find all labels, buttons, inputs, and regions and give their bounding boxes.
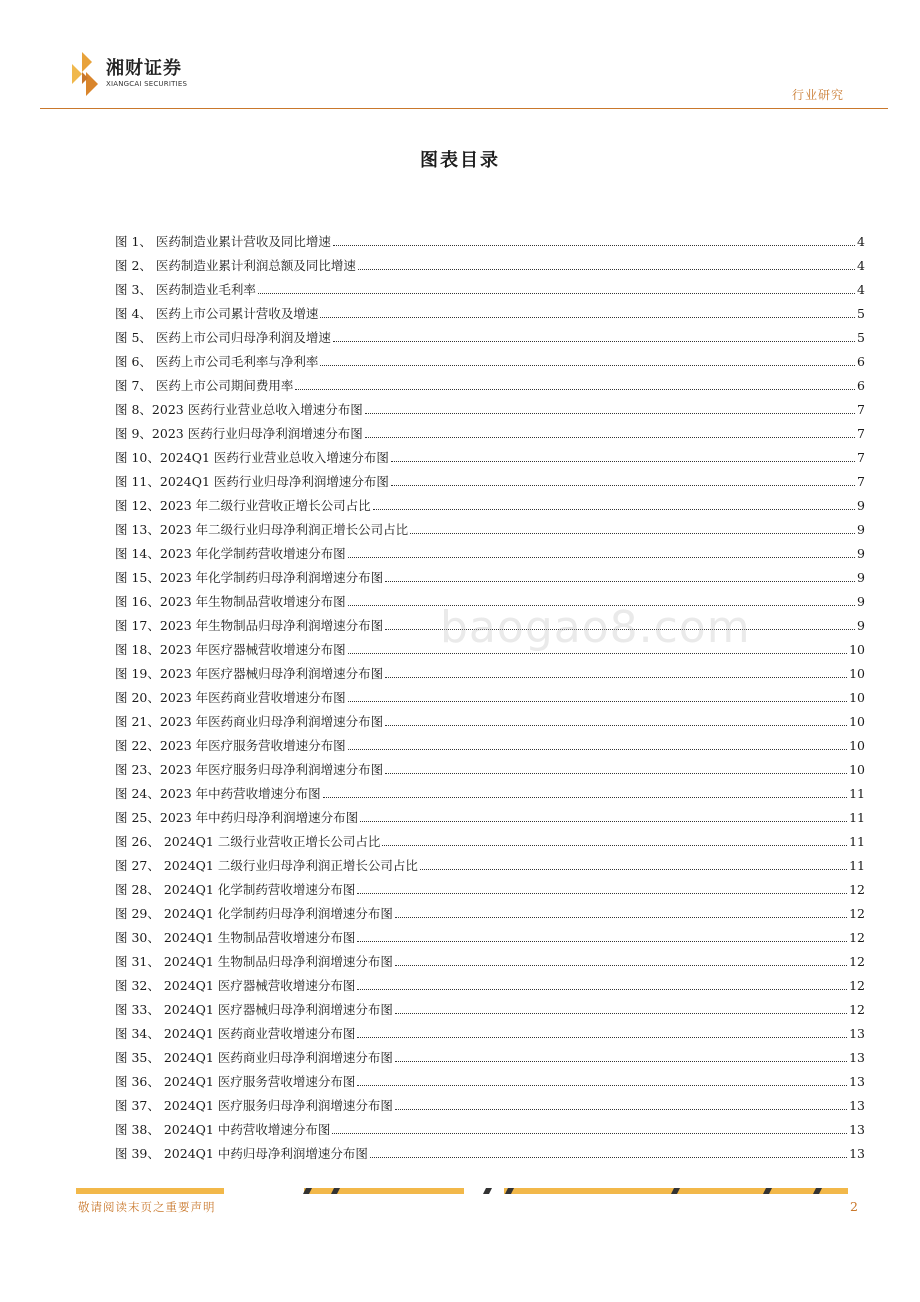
section-label: 行业研究: [791, 88, 844, 102]
toc-entry[interactable]: [115, 832, 865, 856]
header-divider: [40, 108, 888, 109]
toc-entry-label: 图 6、 医药上市公司毛利率与净利率: [115, 354, 319, 369]
toc-leader-dots: [365, 400, 855, 414]
toc-entry-page: 10: [849, 762, 865, 777]
watermark: baogao8.com: [440, 602, 751, 653]
page-title: 图表目录: [420, 150, 500, 171]
toc-leader-dots: [357, 1072, 847, 1086]
toc-entry-label: 图 31、 2024Q1 生物制品归母净利润增速分布图: [115, 954, 393, 969]
toc-entry-label: 图 32、 2024Q1 医疗器械营收增速分布图: [115, 978, 356, 993]
toc-entry[interactable]: [115, 1096, 865, 1120]
footer-disclaimer: 敬请阅读末页之重要声明: [78, 1200, 216, 1214]
toc-entry-page: 12: [849, 882, 865, 897]
toc-entry[interactable]: [115, 904, 865, 928]
company-name-en: XIANGCAI SECURITIES: [106, 80, 188, 88]
toc-entry[interactable]: [115, 304, 865, 328]
toc-entry-label: 图 21、2023 年医药商业归母净利润增速分布图: [115, 714, 384, 729]
toc-entry-page: 6: [857, 354, 865, 369]
toc-entry-page: 12: [849, 954, 865, 969]
toc-entry-label: 图 33、 2024Q1 医疗器械归母净利润增速分布图: [115, 1002, 393, 1017]
toc-entry[interactable]: [115, 1144, 865, 1168]
toc-leader-dots: [333, 328, 855, 342]
toc-leader-dots: [333, 232, 855, 246]
toc-entry-label: 图 36、 2024Q1 医疗服务营收增速分布图: [115, 1074, 356, 1089]
toc-entry[interactable]: [115, 520, 865, 544]
toc-entry[interactable]: [115, 688, 865, 712]
toc-leader-dots: [348, 736, 847, 750]
toc-leader-dots: [365, 424, 855, 438]
toc-leader-dots: [357, 880, 847, 894]
toc-entry-page: 12: [849, 930, 865, 945]
toc-entry-page: 12: [849, 1002, 865, 1017]
toc-entry[interactable]: [115, 736, 865, 760]
toc-entry[interactable]: [115, 760, 865, 784]
toc-entry-page: 9: [857, 618, 865, 633]
toc-entry[interactable]: [115, 472, 865, 496]
toc-leader-dots: [348, 688, 847, 702]
toc-entry-label: 图 19、2023 年医疗器械归母净利润增速分布图: [115, 666, 384, 681]
toc-entry-label: 图 25、2023 年中药归母净利润增速分布图: [115, 810, 359, 825]
toc-entry-label: 图 28、 2024Q1 化学制药营收增速分布图: [115, 882, 356, 897]
toc-entry-label: 图 12、2023 年二级行业营收正增长公司占比: [115, 498, 371, 513]
toc-leader-dots: [320, 304, 855, 318]
toc-leader-dots: [395, 904, 847, 918]
toc-leader-dots: [391, 448, 855, 462]
toc-entry-page: 10: [849, 666, 865, 681]
toc-leader-dots: [410, 520, 855, 534]
toc-entry-label: 图 3、 医药制造业毛利率: [115, 282, 256, 297]
figure-list: [115, 232, 865, 1168]
toc-leader-dots: [373, 496, 855, 510]
toc-entry-page: 10: [849, 738, 865, 753]
toc-entry-label: 图 1、 医药制造业累计营收及同比增速: [115, 234, 331, 249]
toc-entry-label: 图 4、 医药上市公司累计营收及增速: [115, 306, 319, 321]
toc-entry-label: 图 15、2023 年化学制药归母净利润增速分布图: [115, 570, 384, 585]
toc-entry-label: 图 24、2023 年中药营收增速分布图: [115, 786, 321, 801]
toc-entry-page: 13: [849, 1074, 865, 1089]
toc-entry[interactable]: [115, 1120, 865, 1144]
toc-leader-dots: [357, 928, 847, 942]
toc-entry-page: 9: [857, 570, 865, 585]
toc-entry-page: 6: [857, 378, 865, 393]
toc-entry-page: 13: [849, 1146, 865, 1161]
toc-entry-label: 图 14、2023 年化学制药营收增速分布图: [115, 546, 346, 561]
toc-leader-dots: [385, 664, 847, 678]
toc-entry-label: 图 23、2023 年医疗服务归母净利润增速分布图: [115, 762, 384, 777]
toc-entry[interactable]: [115, 256, 865, 280]
toc-entry-label: 图 18、2023 年医疗器械营收增速分布图: [115, 642, 346, 657]
toc-entry-page: 11: [849, 858, 865, 873]
toc-leader-dots: [370, 1144, 847, 1158]
toc-entry-label: 图 27、 2024Q1 二级行业归母净利润正增长公司占比: [115, 858, 418, 873]
toc-entry[interactable]: [115, 448, 865, 472]
toc-entry-label: 图 20、2023 年医药商业营收增速分布图: [115, 690, 346, 705]
toc-entry[interactable]: [115, 400, 865, 424]
toc-entry-label: 图 7、 医药上市公司期间费用率: [115, 378, 294, 393]
toc-entry[interactable]: [115, 808, 865, 832]
toc-entry-page: 11: [849, 834, 865, 849]
footer-divider: [76, 1188, 848, 1194]
toc-entry[interactable]: [115, 784, 865, 808]
toc-leader-dots: [385, 712, 847, 726]
toc-entry-label: 图 39、 2024Q1 中药归母净利润增速分布图: [115, 1146, 368, 1161]
toc-leader-dots: [395, 1048, 847, 1062]
toc-leader-dots: [320, 352, 855, 366]
toc-leader-dots: [395, 1096, 847, 1110]
toc-entry-page: 9: [857, 522, 865, 537]
toc-entry-page: 13: [849, 1122, 865, 1137]
toc-entry-page: 4: [857, 234, 865, 249]
toc-leader-dots: [258, 280, 855, 294]
toc-entry-page: 5: [857, 330, 865, 345]
toc-entry[interactable]: [115, 952, 865, 976]
toc-entry[interactable]: [115, 376, 865, 400]
toc-entry-label: 图 37、 2024Q1 医疗服务归母净利润增速分布图: [115, 1098, 393, 1113]
toc-entry[interactable]: [115, 976, 865, 1000]
toc-entry[interactable]: [115, 352, 865, 376]
toc-entry-page: 9: [857, 594, 865, 609]
toc-entry-page: 9: [857, 546, 865, 561]
page-number: 2: [850, 1199, 858, 1214]
toc-entry-label: 图 22、2023 年医疗服务营收增速分布图: [115, 738, 346, 753]
toc-entry-label: 图 5、 医药上市公司归母净利润及增速: [115, 330, 331, 345]
toc-entry-page: 9: [857, 498, 865, 513]
toc-leader-dots: [348, 544, 855, 558]
toc-entry-page: 7: [857, 402, 865, 417]
toc-entry-label: 图 13、2023 年二级行业归母净利润正增长公司占比: [115, 522, 409, 537]
toc-entry[interactable]: [115, 1024, 865, 1048]
toc-entry[interactable]: [115, 568, 865, 592]
toc-entry-page: 10: [849, 714, 865, 729]
toc-entry-page: 7: [857, 450, 865, 465]
toc-entry-page: 11: [849, 810, 865, 825]
toc-entry[interactable]: [115, 424, 865, 448]
toc-entry-label: 图 9、2023 医药行业归母净利润增速分布图: [115, 426, 363, 441]
toc-entry[interactable]: [115, 280, 865, 304]
toc-entry[interactable]: [115, 1000, 865, 1024]
toc-leader-dots: [332, 1120, 847, 1134]
toc-entry[interactable]: [115, 664, 865, 688]
toc-entry[interactable]: [115, 856, 865, 880]
toc-entry-label: 图 10、2024Q1 医药行业营业总收入增速分布图: [115, 450, 389, 465]
toc-leader-dots: [360, 808, 847, 822]
toc-entry[interactable]: [115, 928, 865, 952]
toc-entry-label: 图 17、2023 年生物制品归母净利润增速分布图: [115, 618, 384, 633]
toc-entry-page: 11: [849, 786, 865, 801]
toc-entry-page: 13: [849, 1026, 865, 1041]
toc-entry[interactable]: [115, 328, 865, 352]
toc-entry-page: 7: [857, 426, 865, 441]
xiangcai-logo-icon: [68, 50, 100, 98]
toc-leader-dots: [357, 1024, 847, 1038]
toc-leader-dots: [391, 472, 855, 486]
toc-leader-dots: [357, 976, 847, 990]
toc-entry-page: 12: [849, 906, 865, 921]
toc-entry[interactable]: [115, 1072, 865, 1096]
toc-leader-dots: [382, 832, 847, 846]
toc-leader-dots: [395, 952, 847, 966]
toc-entry-label: 图 30、 2024Q1 生物制品营收增速分布图: [115, 930, 356, 945]
toc-entry-page: 13: [849, 1050, 865, 1065]
toc-leader-dots: [385, 568, 855, 582]
company-logo: [68, 50, 208, 100]
toc-entry-label: 图 29、 2024Q1 化学制药归母净利润增速分布图: [115, 906, 393, 921]
toc-entry-label: 图 8、2023 医药行业营业总收入增速分布图: [115, 402, 363, 417]
toc-entry-page: 7: [857, 474, 865, 489]
toc-leader-dots: [420, 856, 847, 870]
company-name: 湘财证券: [106, 58, 182, 79]
toc-entry-page: 10: [849, 642, 865, 657]
toc-entry-label: 图 26、 2024Q1 二级行业营收正增长公司占比: [115, 834, 381, 849]
toc-leader-dots: [323, 784, 847, 798]
toc-entry[interactable]: [115, 496, 865, 520]
toc-entry-label: 图 35、 2024Q1 医药商业归母净利润增速分布图: [115, 1050, 393, 1065]
toc-entry[interactable]: [115, 544, 865, 568]
toc-leader-dots: [358, 256, 855, 270]
toc-entry-label: 图 11、2024Q1 医药行业归母净利润增速分布图: [115, 474, 389, 489]
toc-leader-dots: [385, 760, 847, 774]
toc-entry-label: 图 16、2023 年生物制品营收增速分布图: [115, 594, 346, 609]
toc-entry-page: 4: [857, 282, 865, 297]
toc-entry-page: 5: [857, 306, 865, 321]
toc-leader-dots: [295, 376, 855, 390]
toc-entry-label: 图 38、 2024Q1 中药营收增速分布图: [115, 1122, 331, 1137]
toc-entry[interactable]: [115, 1048, 865, 1072]
toc-entry-page: 13: [849, 1098, 865, 1113]
toc-leader-dots: [395, 1000, 847, 1014]
toc-entry-page: 10: [849, 690, 865, 705]
toc-entry-label: 图 2、 医药制造业累计利润总额及同比增速: [115, 258, 356, 273]
toc-entry[interactable]: [115, 712, 865, 736]
toc-entry-page: 4: [857, 258, 865, 273]
toc-entry-page: 12: [849, 978, 865, 993]
toc-entry[interactable]: [115, 232, 865, 256]
toc-entry[interactable]: [115, 880, 865, 904]
toc-entry-label: 图 34、 2024Q1 医药商业营收增速分布图: [115, 1026, 356, 1041]
